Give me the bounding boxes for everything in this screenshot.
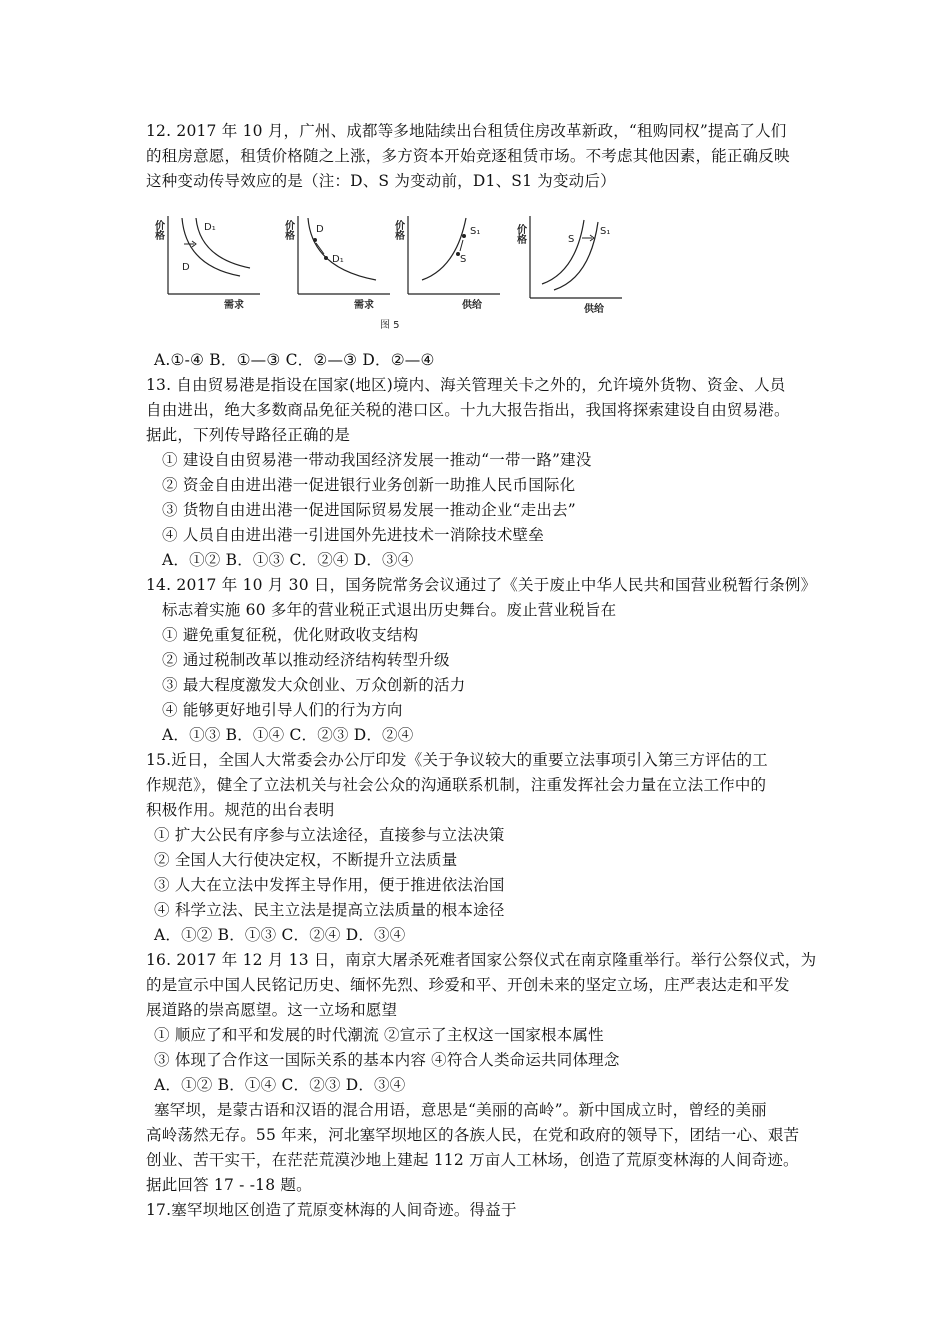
- q13-item: ② 资金自由进出港一促进银行业务创新一助推人民币国际化: [162, 476, 576, 494]
- curve-label: D₁: [204, 222, 216, 233]
- y-axis-label: 价格: [514, 224, 526, 244]
- q14-item: ④ 能够更好地引导人们的行为方向: [162, 701, 403, 719]
- q13-stem-line: 自由进出，绝大多数商品免征关税的港口区。十九大报告指出，我国将探索建设自由贸易港。: [146, 401, 790, 419]
- q17-stem-line: 17.塞罕坝地区创造了荒原变林海的人间奇迹。得益于: [146, 1201, 517, 1219]
- q12-stem-line: 12. 2017 年 10 月，广州、成都等多地陆续出台租赁住房改革新政，“租购同权”提高了人们: [146, 122, 787, 140]
- q12-figure: [140, 196, 652, 336]
- graph-4: [515, 216, 623, 315]
- q16-stem-line: 展道路的崇高愿望。这一立场和愿望: [146, 1001, 398, 1019]
- point: [324, 256, 328, 260]
- curve-label: D₁: [332, 254, 344, 265]
- q12-options: A.①-④ B．①—③ C．②—③ D．②—④: [154, 351, 435, 369]
- graph-2: [283, 216, 391, 311]
- q15-stem-line: 15.近日，全国人大常委会办公厅印发《关于争议较大的重要立法事项引入第三方评估的工: [146, 751, 768, 769]
- q14-stem-line: 14. 2017 年 10 月 30 日，国务院常务会议通过了《关于废止中华人民共和国营业税暂行条例》: [146, 576, 817, 594]
- graph-1: [153, 216, 261, 311]
- curve-s: [422, 218, 466, 280]
- q15-item: ② 全国人大行使决定权，不断提升立法质量: [154, 851, 458, 869]
- q13-options: A．①② B．①③ C．②④ D．③④: [162, 551, 414, 569]
- q16-item: ③ 体现了合作这一国际关系的基本内容 ④符合人类命运共同体理念: [154, 1051, 620, 1069]
- curve-label: S: [568, 234, 575, 245]
- q15-stem-line: 作规范》，健全了立法机关与社会公众的沟通联系机制，注重发挥社会力量在立法工作中的: [146, 776, 767, 794]
- passage-line: 塞罕坝，是蒙古语和汉语的混合用语，意思是“美丽的高岭”。新中国成立时，曾经的美丽: [154, 1101, 767, 1119]
- q13-stem-line: 13. 自由贸易港是指设在国家(地区)境内、海关管理关卡之外的，允许境外货物、资金、人员: [146, 376, 786, 394]
- curve-s1: [554, 222, 598, 290]
- y-axis-label: 价格: [282, 220, 294, 240]
- q12-stem-line: 的租房意愿，租赁价格随之上涨，多方资本开始竞逐租赁市场。不考虑其他因素，能正确反映: [146, 147, 790, 165]
- curve-label: S: [460, 254, 467, 265]
- point: [313, 238, 317, 242]
- figure-caption: 图 5: [380, 320, 400, 331]
- q12-stem-line: 这种变动传导效应的是（注：D、S 为变动前，D1、S1 为变动后）: [146, 172, 616, 190]
- curve-label: D: [316, 224, 324, 235]
- x-axis-label: 供给: [584, 304, 604, 315]
- graph-3: [393, 216, 501, 311]
- shift-arrow: [460, 240, 463, 251]
- q15-item: ③ 人大在立法中发挥主导作用，便于推进依法治国: [154, 876, 505, 894]
- curve-label: D: [182, 262, 190, 273]
- x-axis-label: 需求: [354, 300, 374, 311]
- passage-line: 据此回答 17 - -18 题。: [146, 1176, 312, 1194]
- q15-options: A．①② B．①③ C．②④ D．③④: [154, 926, 406, 944]
- q16-options: A．①② B．①④ C．②③ D．③④: [154, 1076, 406, 1094]
- q13-item: ③ 货物自由进出港一促进国际贸易发展一推动企业“走出去”: [162, 501, 576, 519]
- q14-item: ① 避免重复征税，优化财政收支结构: [162, 626, 419, 644]
- q15-stem-line: 积极作用。规范的出台表明: [146, 801, 335, 819]
- curve-label: S₁: [600, 226, 611, 237]
- q16-stem-line: 的是宣示中国人民铭记历史、缅怀先烈、珍爱和平、开创未来的坚定立场，庄严表达走和平发: [146, 976, 790, 994]
- q15-item: ① 扩大公民有序参与立法途径，直接参与立法决策: [154, 826, 505, 844]
- q13-item: ④ 人员自由进出港一引进国外先进技术一消除技术壁垒: [162, 526, 544, 544]
- y-axis-label: 价格: [392, 220, 404, 240]
- curve-label: S₁: [470, 226, 481, 237]
- q14-item: ② 通过税制改革以推动经济结构转型升级: [162, 651, 450, 669]
- q16-item: ① 顺应了和平和发展的时代潮流 ②宣示了主权这一国家根本属性: [154, 1026, 604, 1044]
- q13-stem-line: 据此，下列传导路径正确的是: [146, 426, 351, 444]
- x-axis-label: 供给: [462, 300, 482, 311]
- shift-arrow: [316, 243, 324, 254]
- q14-stem-line: 标志着实施 60 多年的营业税正式退出历史舞台。废止营业税旨在: [162, 601, 617, 619]
- x-axis-label: 需求: [224, 300, 244, 311]
- passage-line: 高岭荡然无存。55 年来，河北塞罕坝地区的各族人民，在党和政府的领导下，团结一心、艰苦: [146, 1126, 800, 1144]
- point: [462, 234, 466, 238]
- passage-line: 创业、苦干实干，在茫茫荒漠沙地上建起 112 万亩人工林场，创造了荒原变林海的人间奇迹。: [146, 1151, 799, 1169]
- q14-item: ③ 最大程度激发大众创业、万众创新的活力: [162, 676, 466, 694]
- y-axis-label: 价格: [152, 220, 164, 240]
- q16-stem-line: 16. 2017 年 12 月 13 日，南京大屠杀死难者国家公祭仪式在南京隆重举行。举行公祭仪式，为: [146, 951, 817, 969]
- q15-item: ④ 科学立法、民主立法是提高立法质量的根本途径: [154, 901, 505, 919]
- q14-options: A．①③ B．①④ C．②③ D．②④: [162, 726, 414, 744]
- q13-item: ① 建设自由贸易港一带动我国经济发展一推动“一带一路”建没: [162, 451, 592, 469]
